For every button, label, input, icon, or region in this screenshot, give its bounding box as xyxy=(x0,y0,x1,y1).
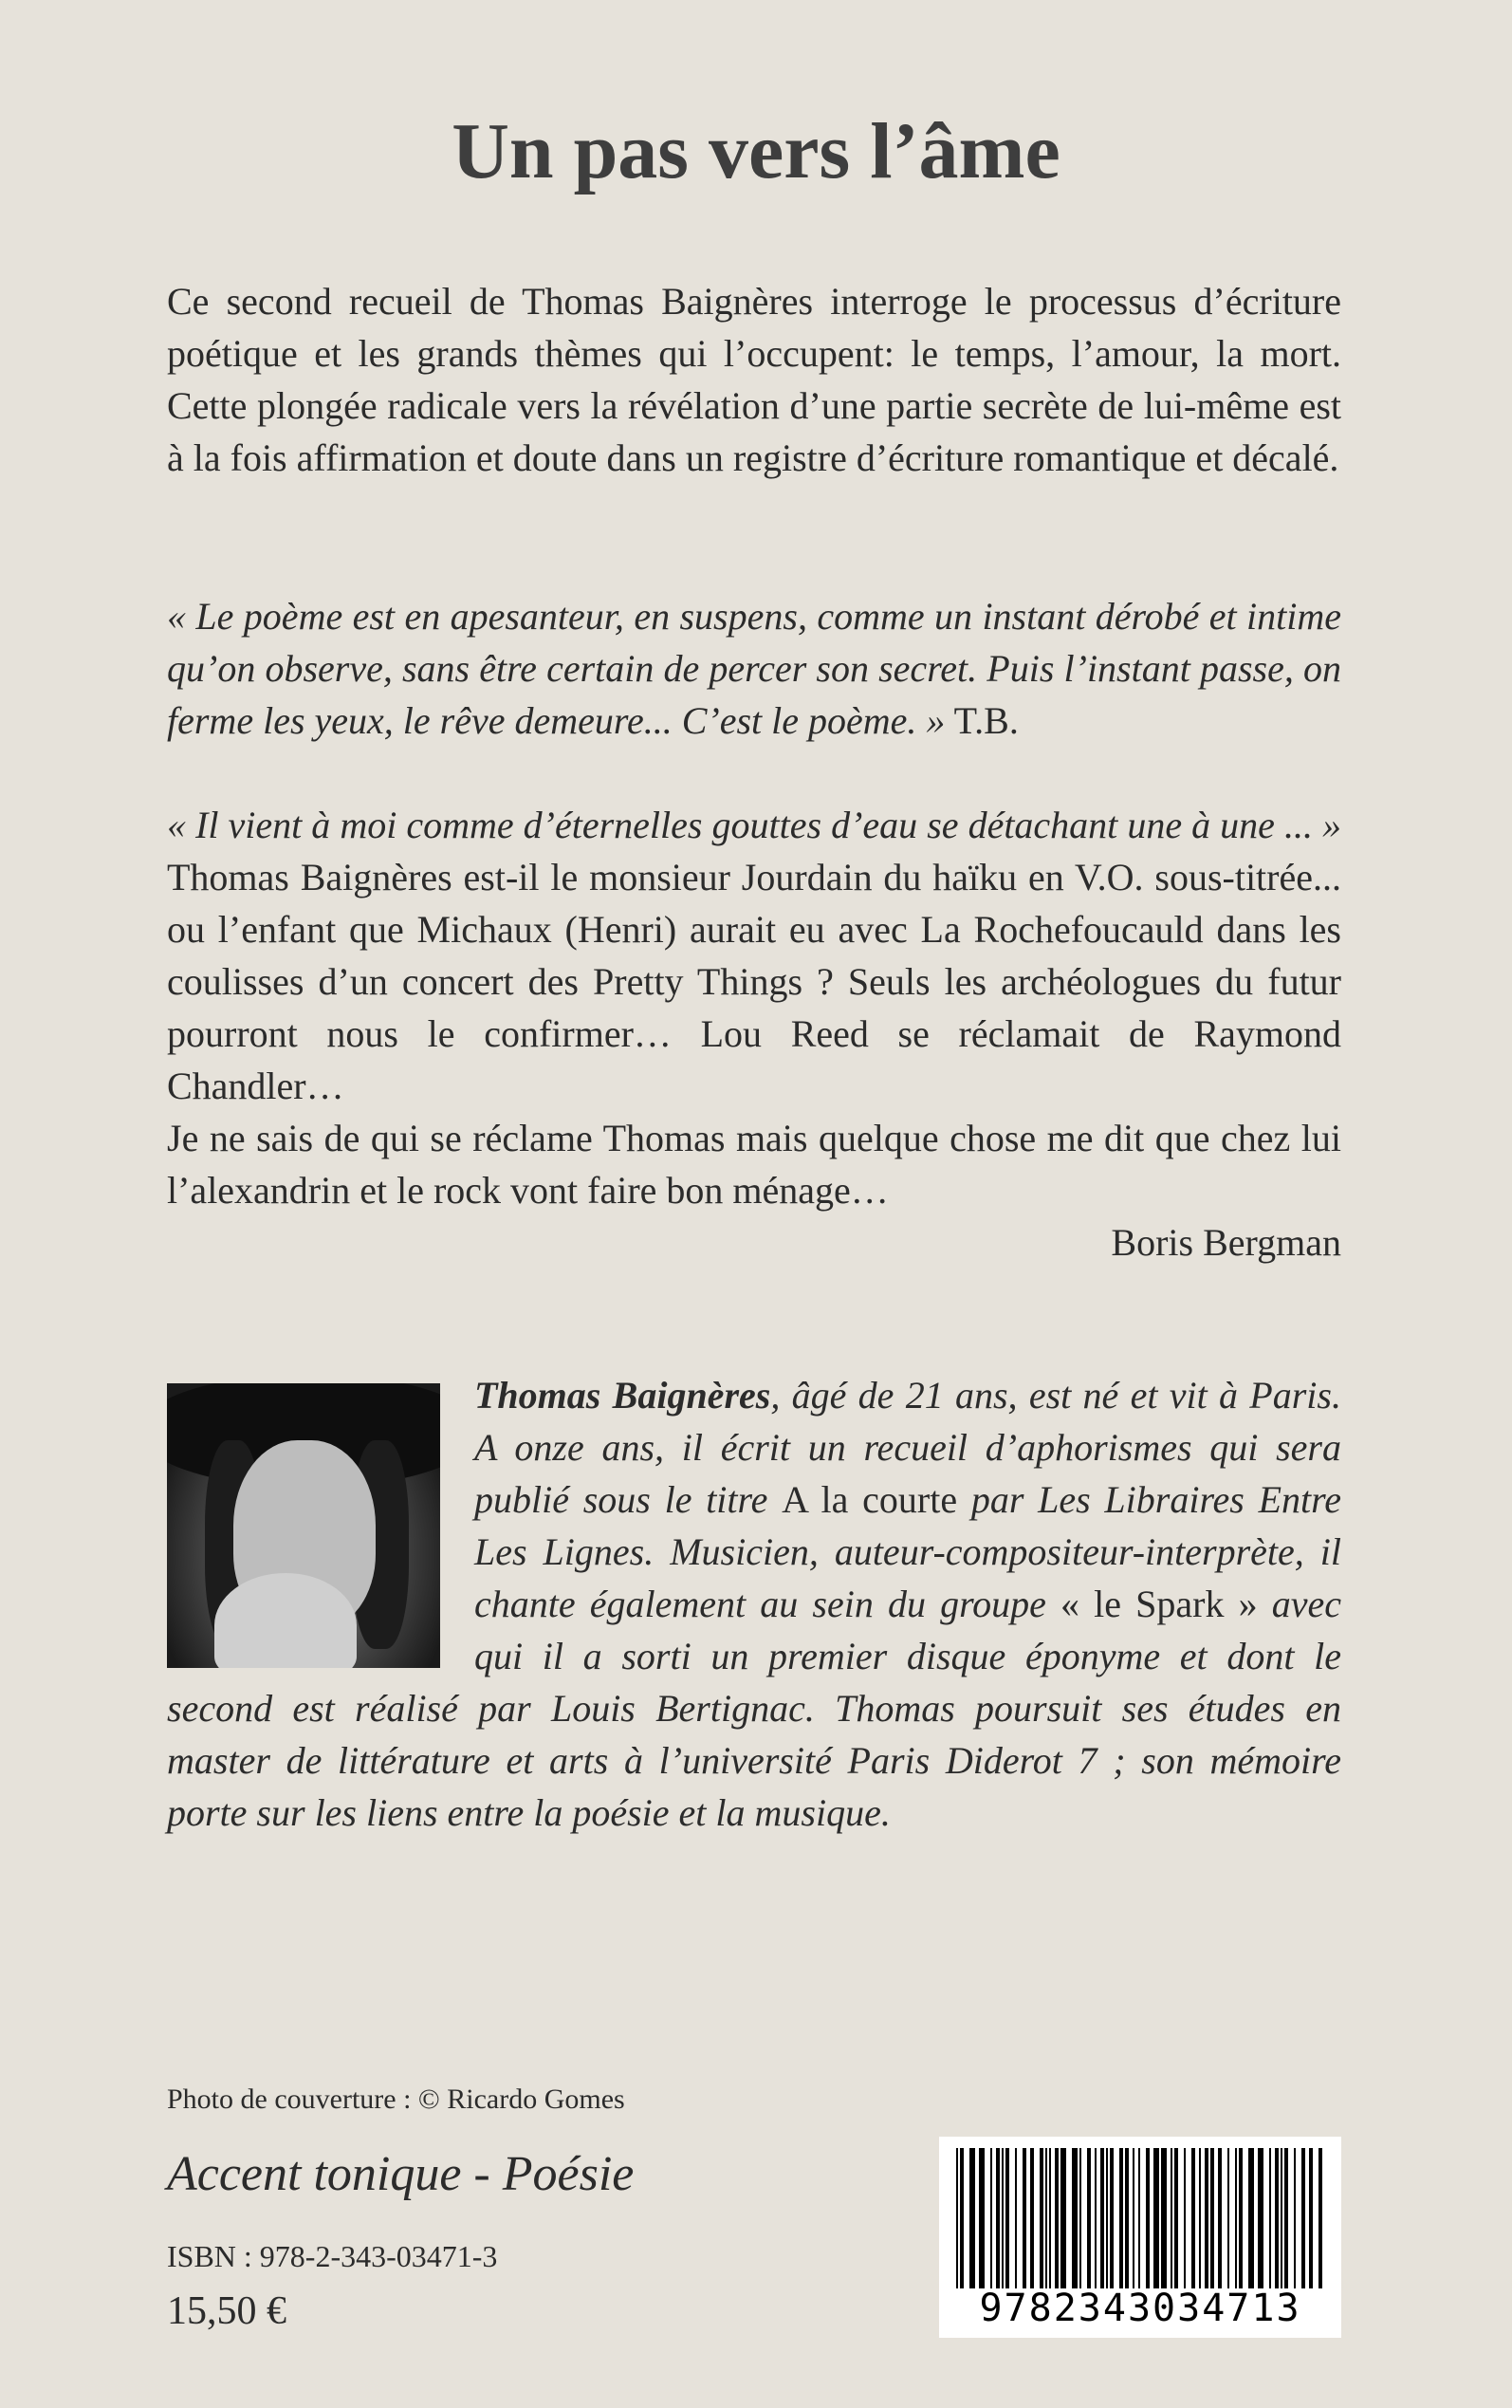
barcode-bar xyxy=(969,2148,975,2288)
barcode-bar xyxy=(1210,2148,1214,2288)
bio-author-name: Thomas Baignères xyxy=(474,1374,771,1417)
barcode-bar xyxy=(990,2148,992,2288)
barcode-bar xyxy=(1294,2148,1296,2288)
review-signature: Boris Bergman xyxy=(1111,1221,1341,1264)
barcode-bar xyxy=(1269,2148,1271,2288)
barcode-bar xyxy=(996,2148,1000,2288)
barcode-bar xyxy=(1055,2148,1059,2288)
barcode-bar xyxy=(1153,2148,1159,2288)
barcode-bar xyxy=(1072,2148,1078,2288)
barcode-bar xyxy=(1248,2148,1254,2288)
barcode-bar xyxy=(1106,2148,1108,2288)
barcode-bar xyxy=(1301,2148,1305,2288)
photo-credit: Photo de couverture : © Ricardo Gomes xyxy=(167,2084,625,2115)
barcode-bar xyxy=(1125,2148,1129,2288)
barcode-bar xyxy=(1275,2148,1279,2288)
barcode-bar xyxy=(1040,2148,1043,2288)
bio-book-title: A la courte xyxy=(782,1478,958,1521)
barcode-bar xyxy=(1049,2148,1051,2288)
barcode-bar xyxy=(1100,2148,1104,2288)
barcode-bar xyxy=(1174,2148,1178,2288)
barcode-bar xyxy=(1023,2148,1026,2288)
barcode-bar xyxy=(1235,2148,1237,2288)
intro-text: Ce second recueil de Thomas Baignères interroge le processus d’écriture poétique et les grands thèmes qui l’occupent: le temps, l’amour, la mort. Cette plongée radicale vers la révélation d’une partie secrète de lui-même est à la fois affirmation et doute dans un registre d’écriture romantique et décalé. xyxy=(167,280,1341,479)
barcode-bar xyxy=(1079,2148,1081,2288)
barcode-bar xyxy=(1309,2148,1313,2288)
barcode-bar xyxy=(1281,2148,1282,2288)
barcode-bar xyxy=(1284,2148,1288,2288)
barcode-bar xyxy=(1060,2148,1066,2288)
barcode-bar xyxy=(1045,2148,1047,2288)
barcode-bar xyxy=(1133,2148,1134,2288)
barcode-bar xyxy=(1258,2148,1263,2288)
collection-name: Accent tonique - Poésie xyxy=(167,2147,635,2201)
barcode-bar xyxy=(1239,2148,1243,2288)
barcode-bar xyxy=(1095,2148,1097,2288)
barcode-bar xyxy=(1002,2148,1004,2288)
barcode-bar xyxy=(956,2148,958,2288)
barcode-bar xyxy=(1161,2148,1167,2288)
review-paragraph-1: Thomas Baignères est-il le monsieur Jourdain du haïku en V.O. sous-titrée... ou l’enfant que Michaux (Henri) aurait eu avec La Rochefoucauld dans les coulisses d’un concert des Pretty Things ? Seuls les archéologues du futur pourront nous le confirmer… Lou Reed se réclamait de Raymond Chandler… xyxy=(167,856,1341,1107)
book-title: Un pas vers l’âme xyxy=(452,107,1060,195)
barcode-bar xyxy=(1199,2148,1201,2288)
author-quote xyxy=(167,590,1341,747)
barcode-bar xyxy=(960,2148,964,2288)
barcode-bar xyxy=(1318,2148,1322,2288)
isbn: ISBN : 978-2-343-03471-3 xyxy=(167,2239,498,2273)
author-bio xyxy=(167,1369,1341,1839)
barcode-bars xyxy=(956,2148,1324,2288)
bio-part-1: , âgé de 21 ans, est né et vit à Paris. A onze ans, il écrit un recueil d’aphorismes qui sera publié sous le titre xyxy=(474,1374,1341,1521)
barcode-bar xyxy=(1015,2148,1017,2288)
review-quote: « Il vient à moi comme d’éternelles gouttes d’eau se détachant une à une ... » xyxy=(167,804,1341,846)
barcode-bar xyxy=(1218,2148,1222,2288)
barcode xyxy=(939,2137,1341,2338)
barcode-bar xyxy=(979,2148,985,2288)
review-paragraph-2: Je ne sais de qui se réclame Thomas mais quelque chose me dit que chez lui l’alexandrin et le rock vont faire bon ménage… xyxy=(167,1117,1341,1212)
review-section xyxy=(167,799,1341,1269)
barcode-bar xyxy=(1110,2148,1114,2288)
barcode-bar xyxy=(1205,2148,1208,2288)
barcode-bar xyxy=(1119,2148,1123,2288)
barcode-bar xyxy=(1146,2148,1150,2288)
barcode-bar xyxy=(1184,2148,1186,2288)
bio-band-name: « le Spark » xyxy=(1060,1583,1258,1625)
barcode-digits: 9782343034713 xyxy=(979,2287,1301,2330)
bio-part-3: avec qui il a sorti un premier disque éponyme et dont le second est réalisé par Louis Bertignac. Thomas poursuit ses études en master de littérature et arts à l’université Paris Diderot 7 ; son mémoire porte sur les liens entre la poésie et la musique. xyxy=(167,1583,1342,1834)
barcode-bar xyxy=(1087,2148,1091,2288)
intro-paragraph xyxy=(167,275,1341,484)
barcode-bar xyxy=(1171,2148,1172,2288)
barcode-bar xyxy=(1005,2148,1009,2288)
author-quote-text: « Le poème est en apesanteur, en suspens, comme un instant dérobé et intime qu’on observe, sans être certain de percer son secret. Puis l’instant passe, on ferme les yeux, le rêve demeure... C’est le poème. » xyxy=(167,595,1341,742)
author-initials: T.B. xyxy=(945,699,1019,742)
barcode-bar xyxy=(1030,2148,1034,2288)
barcode-bar xyxy=(1191,2148,1195,2288)
bio-part-2: par Les Libraires Entre Les Lignes. Musicien, auteur-compositeur-interprète, il chante également au sein du groupe xyxy=(474,1478,1341,1625)
barcode-bar xyxy=(1138,2148,1140,2288)
barcode-bar xyxy=(1227,2148,1229,2288)
price: 15,50 € xyxy=(167,2289,286,2333)
